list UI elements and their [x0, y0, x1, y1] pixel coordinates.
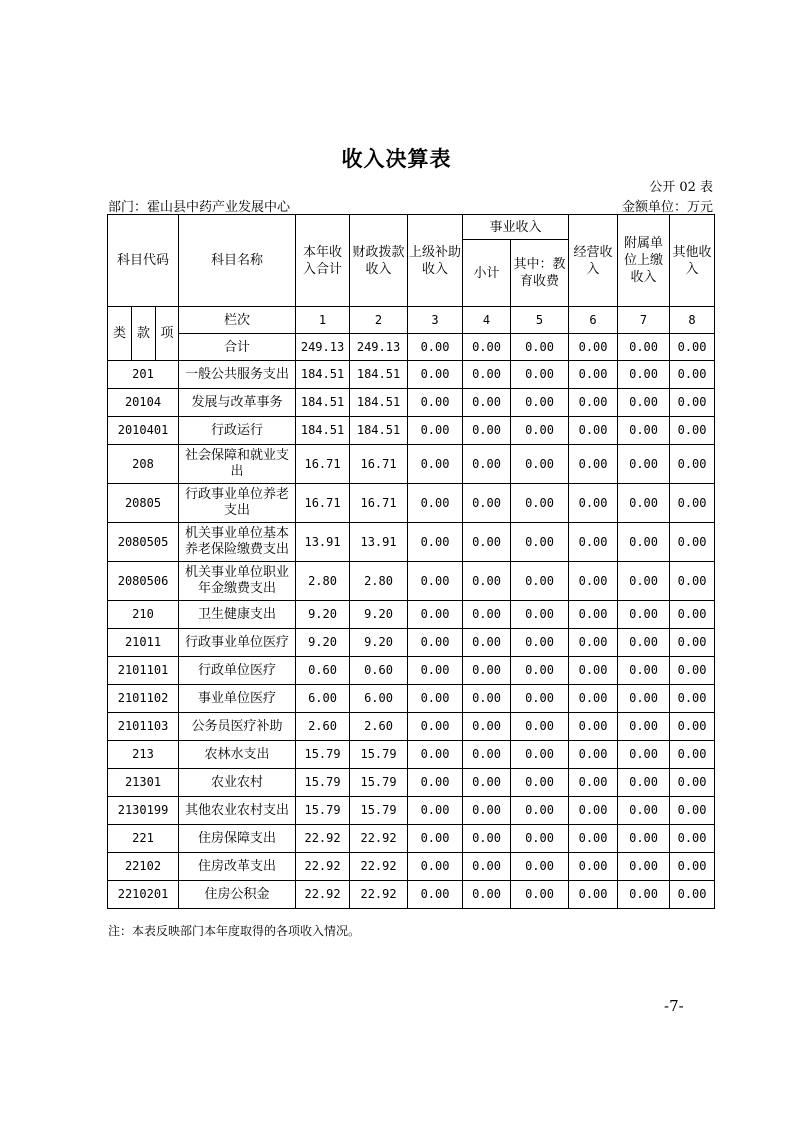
col-number: 4 — [463, 307, 511, 334]
header-subtotal: 小计 — [463, 240, 511, 307]
row-value: 16.71 — [350, 484, 408, 523]
row-value: 15.79 — [350, 797, 408, 825]
row-code: 21011 — [108, 629, 179, 657]
table-row — [108, 797, 715, 825]
row-value: 0.00 — [511, 629, 569, 657]
row-value: 9.20 — [296, 601, 350, 629]
row-value: 0.00 — [569, 769, 618, 797]
row-name: 行政事业单位养老支出 — [179, 484, 296, 523]
page-number: -7- — [664, 997, 684, 1015]
row-name: 一般公共服务支出 — [179, 361, 296, 389]
row-code: 2080505 — [108, 523, 179, 562]
row-value: 15.79 — [296, 769, 350, 797]
table-row — [108, 361, 715, 389]
header-lei: 类 — [108, 307, 132, 361]
page-title: 收入决算表 — [341, 147, 452, 171]
row-name: 事业单位医疗 — [179, 685, 296, 713]
row-value: 0.00 — [569, 484, 618, 523]
row-name: 住房公积金 — [179, 881, 296, 909]
row-value: 0.00 — [511, 523, 569, 562]
row-value: 0.00 — [463, 825, 511, 853]
row-value: 0.00 — [670, 825, 715, 853]
row-value: 15.79 — [350, 769, 408, 797]
row-value: 16.71 — [296, 484, 350, 523]
row-value: 6.00 — [296, 685, 350, 713]
table-row — [108, 853, 715, 881]
row-value: 9.20 — [350, 629, 408, 657]
row-value: 184.51 — [296, 389, 350, 417]
row-code: 213 — [108, 741, 179, 769]
row-value: 9.20 — [350, 601, 408, 629]
col-number: 8 — [670, 307, 715, 334]
row-value: 0.00 — [670, 881, 715, 909]
row-value: 0.00 — [618, 713, 670, 741]
row-value: 0.00 — [670, 601, 715, 629]
row-value: 0.00 — [670, 769, 715, 797]
total-value: 0.00 — [618, 334, 670, 361]
row-value: 0.00 — [408, 361, 463, 389]
table-row — [108, 657, 715, 685]
row-value: 0.00 — [618, 523, 670, 562]
row-value: 0.00 — [618, 389, 670, 417]
row-value: 0.00 — [670, 361, 715, 389]
total-value: 0.00 — [463, 334, 511, 361]
total-value: 0.00 — [408, 334, 463, 361]
row-code: 221 — [108, 825, 179, 853]
row-code: 2101103 — [108, 713, 179, 741]
row-code: 208 — [108, 445, 179, 484]
department-label: 部门：霍山县中药产业发展中心 — [108, 200, 291, 215]
row-value: 0.00 — [463, 417, 511, 445]
row-name: 机关事业单位职业年金缴费支出 — [179, 562, 296, 601]
row-value: 0.00 — [463, 741, 511, 769]
row-name: 住房改革支出 — [179, 853, 296, 881]
row-value: 15.79 — [350, 741, 408, 769]
footnote: 注：本表反映部门本年度取得的各项收入情况。 — [108, 924, 361, 938]
row-code: 2101102 — [108, 685, 179, 713]
row-value: 0.00 — [569, 417, 618, 445]
row-value: 0.00 — [569, 629, 618, 657]
row-value: 0.00 — [618, 881, 670, 909]
row-value: 13.91 — [296, 523, 350, 562]
row-value: 0.00 — [618, 601, 670, 629]
row-name: 机关事业单位基本养老保险缴费支出 — [179, 523, 296, 562]
table-row — [108, 741, 715, 769]
row-value: 0.00 — [408, 853, 463, 881]
row-value: 0.00 — [511, 657, 569, 685]
header-code: 科目代码 — [108, 215, 179, 307]
total-value: 0.00 — [670, 334, 715, 361]
row-value: 184.51 — [350, 389, 408, 417]
row-value: 0.00 — [463, 601, 511, 629]
row-value: 0.00 — [569, 445, 618, 484]
row-value: 0.00 — [408, 797, 463, 825]
row-value: 184.51 — [296, 361, 350, 389]
row-value: 0.00 — [569, 741, 618, 769]
col-number: 3 — [408, 307, 463, 334]
header-education-fee: 其中：教育收费 — [511, 240, 569, 307]
table-row — [108, 769, 715, 797]
income-table — [107, 214, 715, 909]
row-value: 0.00 — [569, 657, 618, 685]
row-value: 6.00 — [350, 685, 408, 713]
row-value: 0.00 — [408, 741, 463, 769]
row-value: 0.00 — [463, 657, 511, 685]
row-value: 2.80 — [350, 562, 408, 601]
row-value: 0.00 — [408, 484, 463, 523]
table-row — [108, 685, 715, 713]
row-code: 2210201 — [108, 881, 179, 909]
form-number: 公开 02 表 — [649, 180, 713, 195]
row-value: 0.00 — [463, 361, 511, 389]
row-value: 0.00 — [463, 797, 511, 825]
row-name: 社会保障和就业支出 — [179, 445, 296, 484]
total-value: 249.13 — [296, 334, 350, 361]
row-value: 0.00 — [569, 713, 618, 741]
row-value: 184.51 — [350, 417, 408, 445]
row-code: 201 — [108, 361, 179, 389]
row-value: 0.00 — [463, 562, 511, 601]
row-value: 184.51 — [296, 417, 350, 445]
header-lanci: 栏次 — [179, 307, 296, 334]
row-value: 15.79 — [296, 741, 350, 769]
row-value: 0.00 — [569, 881, 618, 909]
row-value: 0.00 — [618, 361, 670, 389]
row-value: 0.00 — [511, 741, 569, 769]
row-value: 0.00 — [569, 797, 618, 825]
header-operating: 经营收入 — [569, 215, 618, 307]
row-value: 0.00 — [408, 445, 463, 484]
row-value: 0.00 — [670, 853, 715, 881]
row-value: 0.00 — [670, 417, 715, 445]
row-value: 0.00 — [670, 445, 715, 484]
row-value: 0.00 — [670, 484, 715, 523]
row-value: 0.00 — [463, 769, 511, 797]
row-value: 0.00 — [670, 657, 715, 685]
row-value: 0.00 — [670, 629, 715, 657]
row-value: 0.00 — [618, 825, 670, 853]
row-code: 2010401 — [108, 417, 179, 445]
row-value: 0.60 — [296, 657, 350, 685]
row-value: 0.00 — [569, 523, 618, 562]
row-name: 住房保障支出 — [179, 825, 296, 853]
row-name: 其他农业农村支出 — [179, 797, 296, 825]
row-value: 0.00 — [511, 685, 569, 713]
col-number: 5 — [511, 307, 569, 334]
header-name: 科目名称 — [179, 215, 296, 307]
row-value: 0.00 — [408, 417, 463, 445]
total-value: 0.00 — [511, 334, 569, 361]
col-number: 6 — [569, 307, 618, 334]
row-value: 22.92 — [296, 825, 350, 853]
table-row — [108, 417, 715, 445]
table-row — [108, 523, 715, 562]
row-value: 0.00 — [670, 562, 715, 601]
row-value: 184.51 — [350, 361, 408, 389]
row-value: 0.00 — [569, 389, 618, 417]
row-value: 16.71 — [296, 445, 350, 484]
row-value: 0.00 — [511, 445, 569, 484]
row-value: 0.00 — [618, 484, 670, 523]
row-value: 0.00 — [618, 657, 670, 685]
table-row — [108, 825, 715, 853]
header-total-income: 本年收入合计 — [296, 215, 350, 307]
row-value: 0.00 — [463, 389, 511, 417]
row-value: 0.00 — [408, 601, 463, 629]
row-name: 公务员医疗补助 — [179, 713, 296, 741]
row-code: 20805 — [108, 484, 179, 523]
row-code: 21301 — [108, 769, 179, 797]
table-row — [108, 445, 715, 484]
header-kuan: 款 — [132, 307, 156, 361]
row-value: 0.00 — [569, 562, 618, 601]
row-value: 0.00 — [511, 853, 569, 881]
row-name: 行政事业单位医疗 — [179, 629, 296, 657]
row-value: 0.00 — [618, 685, 670, 713]
row-value: 0.00 — [618, 629, 670, 657]
table-row — [108, 713, 715, 741]
total-value: 0.00 — [569, 334, 618, 361]
row-value: 0.00 — [618, 769, 670, 797]
row-value: 0.00 — [618, 853, 670, 881]
row-value: 0.00 — [618, 562, 670, 601]
table-row — [108, 629, 715, 657]
row-value: 22.92 — [296, 881, 350, 909]
row-value: 16.71 — [350, 445, 408, 484]
row-value: 13.91 — [350, 523, 408, 562]
row-value: 0.00 — [408, 523, 463, 562]
row-value: 0.00 — [408, 629, 463, 657]
row-value: 22.92 — [350, 881, 408, 909]
row-value: 0.00 — [511, 825, 569, 853]
row-value: 0.00 — [511, 601, 569, 629]
row-value: 0.00 — [408, 562, 463, 601]
row-value: 0.00 — [408, 881, 463, 909]
header-business-income: 事业收入 — [463, 215, 569, 240]
row-value: 0.00 — [511, 361, 569, 389]
row-name: 农林水支出 — [179, 741, 296, 769]
row-value: 0.00 — [511, 562, 569, 601]
row-value: 0.00 — [463, 881, 511, 909]
row-value: 0.60 — [350, 657, 408, 685]
row-value: 0.00 — [408, 825, 463, 853]
row-value: 22.92 — [296, 853, 350, 881]
row-value: 2.60 — [296, 713, 350, 741]
table-row — [108, 601, 715, 629]
row-code: 2130199 — [108, 797, 179, 825]
row-value: 0.00 — [670, 685, 715, 713]
total-label: 合计 — [179, 334, 296, 361]
row-value: 0.00 — [463, 484, 511, 523]
header-affiliated: 附属单位上缴收入 — [618, 215, 670, 307]
row-value: 0.00 — [670, 389, 715, 417]
row-value: 0.00 — [511, 769, 569, 797]
row-value: 0.00 — [511, 389, 569, 417]
row-value: 0.00 — [511, 417, 569, 445]
row-value: 0.00 — [569, 361, 618, 389]
row-value: 0.00 — [618, 445, 670, 484]
total-value: 249.13 — [350, 334, 408, 361]
row-name: 发展与改革事务 — [179, 389, 296, 417]
row-value: 22.92 — [350, 825, 408, 853]
row-name: 卫生健康支出 — [179, 601, 296, 629]
row-value: 0.00 — [408, 389, 463, 417]
row-value: 2.60 — [350, 713, 408, 741]
row-value: 22.92 — [350, 853, 408, 881]
row-value: 0.00 — [670, 713, 715, 741]
row-value: 0.00 — [463, 523, 511, 562]
row-value: 0.00 — [511, 484, 569, 523]
row-value: 0.00 — [511, 713, 569, 741]
row-name: 行政单位医疗 — [179, 657, 296, 685]
row-value: 9.20 — [296, 629, 350, 657]
row-value: 0.00 — [618, 741, 670, 769]
row-code: 20104 — [108, 389, 179, 417]
row-value: 0.00 — [618, 417, 670, 445]
row-value: 15.79 — [296, 797, 350, 825]
row-value: 0.00 — [408, 769, 463, 797]
row-name: 行政运行 — [179, 417, 296, 445]
row-value: 0.00 — [408, 685, 463, 713]
row-value: 0.00 — [408, 713, 463, 741]
row-value: 0.00 — [569, 853, 618, 881]
row-value: 2.80 — [296, 562, 350, 601]
row-value: 0.00 — [511, 797, 569, 825]
row-value: 0.00 — [569, 601, 618, 629]
row-code: 210 — [108, 601, 179, 629]
table-row — [108, 484, 715, 523]
unit-label: 金额单位：万元 — [621, 200, 713, 215]
row-name: 农业农村 — [179, 769, 296, 797]
col-number: 7 — [618, 307, 670, 334]
header-upper-subsidy: 上级补助收入 — [408, 215, 463, 307]
row-code: 2101101 — [108, 657, 179, 685]
row-value: 0.00 — [463, 629, 511, 657]
row-value: 0.00 — [569, 685, 618, 713]
row-value: 0.00 — [463, 445, 511, 484]
header-fiscal: 财政拨款收入 — [350, 215, 408, 307]
table-row — [108, 389, 715, 417]
header-xiang: 项 — [156, 307, 179, 361]
row-code: 2080506 — [108, 562, 179, 601]
table-row — [108, 562, 715, 601]
row-value: 0.00 — [670, 523, 715, 562]
row-value: 0.00 — [670, 741, 715, 769]
row-value: 0.00 — [408, 657, 463, 685]
table-row — [108, 881, 715, 909]
row-value: 0.00 — [463, 853, 511, 881]
row-value: 0.00 — [463, 685, 511, 713]
row-code: 22102 — [108, 853, 179, 881]
row-value: 0.00 — [463, 713, 511, 741]
header-other: 其他收入 — [670, 215, 715, 307]
row-value: 0.00 — [618, 797, 670, 825]
row-value: 0.00 — [569, 825, 618, 853]
row-value: 0.00 — [511, 881, 569, 909]
row-value: 0.00 — [670, 797, 715, 825]
col-number: 1 — [296, 307, 350, 334]
col-number: 2 — [350, 307, 408, 334]
